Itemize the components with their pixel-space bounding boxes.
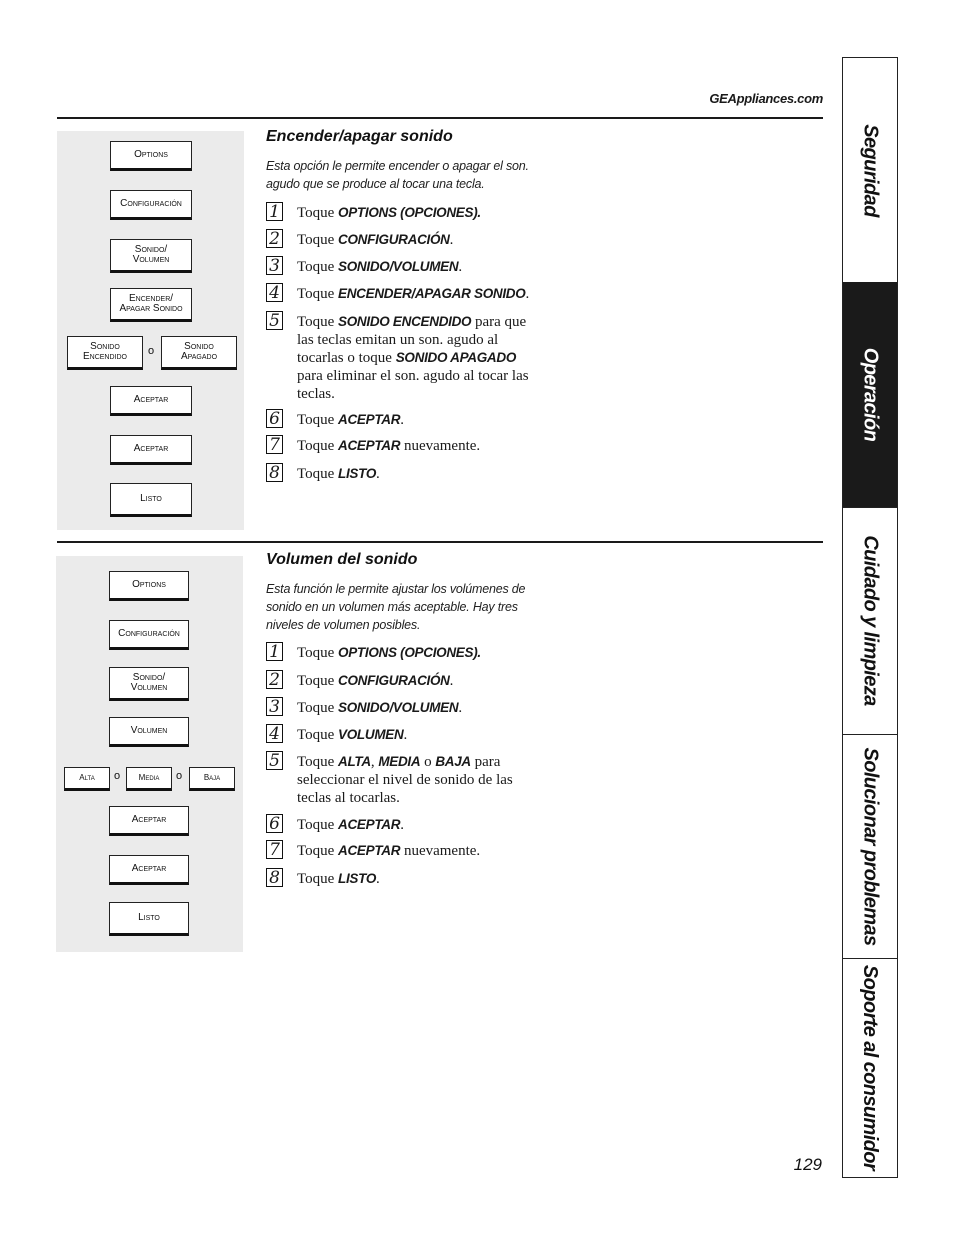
step-text: Toque ALTA, MEDIA o BAJA para seleccionar el nivel de sonido de las teclas al tocarlas. — [297, 754, 513, 806]
or-label: o — [114, 770, 121, 782]
step-text: Toque LISTO. — [297, 871, 380, 887]
step-text: Toque SONIDO ENCENDIDO para que las teclas emitan un son. agudo al tocarlas o toque SONIDO APAGADO para eliminar el son. agudo al tocar las teclas. — [297, 314, 529, 402]
step-text: Toque ACEPTAR nuevamente. — [297, 438, 481, 454]
accept-key: Aceptar — [110, 435, 192, 465]
step-text: Toque SONIDO/VOLUMEN. — [297, 700, 463, 716]
control-panel-diagram — [57, 131, 244, 530]
site-url: GEAppliances.com — [709, 91, 823, 106]
step-number: 6 — [266, 409, 283, 428]
or-label: o — [148, 345, 155, 357]
tab-cuidado-y-limpieza[interactable]: Cuidado y limpieza — [843, 507, 897, 735]
step-text: Toque ACEPTAR nuevamente. — [297, 843, 481, 859]
step-number: 7 — [266, 435, 283, 454]
done-key: Listo — [110, 483, 192, 517]
sound-volume-key: Sonido/ Volumen — [109, 667, 189, 701]
low-key: Baja — [189, 767, 235, 791]
sound-toggle-key: Encender/ Apagar Sonido — [110, 288, 192, 322]
section-intro: Esta función le permite ajustar los volúmenes de sonido en un volumen más aceptable. Hay tres niveles de volumen posibles. — [266, 582, 526, 632]
step-text: Toque OPTIONS (OPCIONES). — [297, 645, 481, 661]
section-tabs — [842, 57, 898, 1178]
step-number: 1 — [266, 202, 283, 221]
page-number: 129 — [793, 1155, 822, 1174]
medium-key: Media — [126, 767, 172, 791]
step-number: 1 — [266, 642, 283, 661]
tab-solucionar-problemas[interactable]: Solucionar problemas — [843, 734, 897, 959]
step-number: 4 — [266, 283, 283, 302]
step-number: 7 — [266, 840, 283, 859]
section-divider — [57, 541, 823, 543]
configuration-key: Configuración — [110, 190, 192, 220]
options-key: Options — [109, 571, 189, 601]
step-number: 4 — [266, 724, 283, 743]
step-text: Toque ACEPTAR. — [297, 817, 404, 833]
step-text: Toque OPTIONS (OPCIONES). — [297, 205, 481, 221]
section-title: Volumen del sonido — [266, 551, 418, 568]
tab-operacion[interactable]: Operación — [843, 282, 897, 508]
accept-key: Aceptar — [109, 806, 189, 836]
section-title: Encender/apagar sonido — [266, 128, 453, 145]
sound-volume-key: Sonido/ Volumen — [110, 239, 192, 273]
control-panel-diagram — [56, 556, 243, 952]
step-text: Toque ACEPTAR. — [297, 412, 404, 428]
configuration-key: Configuración — [109, 620, 189, 650]
step-number: 8 — [266, 868, 283, 887]
done-key: Listo — [109, 902, 189, 936]
section-intro: Esta opción le permite encender o apagar el son. agudo que se produce al tocar una tecla. — [266, 159, 529, 191]
sound-off-key: Sonido Apagado — [161, 336, 237, 370]
step-text: Toque CONFIGURACIÓN. — [297, 232, 454, 248]
step-text: Toque LISTO. — [297, 466, 380, 482]
step-text: Toque ENCENDER/APAGAR SONIDO. — [297, 286, 530, 302]
step-number: 2 — [266, 670, 283, 689]
step-text: Toque VOLUMEN. — [297, 727, 408, 743]
top-rule — [57, 117, 823, 119]
step-text: Toque CONFIGURACIÓN. — [297, 673, 454, 689]
step-text: Toque SONIDO/VOLUMEN. — [297, 259, 463, 275]
step-number: 6 — [266, 814, 283, 833]
or-label: o — [176, 770, 183, 782]
sound-on-key: Sonido Encendido — [67, 336, 143, 370]
high-key: Alta — [64, 767, 110, 791]
step-number: 8 — [266, 463, 283, 482]
step-number: 3 — [266, 256, 283, 275]
accept-key: Aceptar — [109, 855, 189, 885]
step-number: 5 — [266, 311, 283, 330]
tab-soporte-al-consumidor[interactable]: Soporte al consumidor — [859, 964, 882, 1171]
accept-key: Aceptar — [110, 386, 192, 416]
tab-seguridad[interactable]: Seguridad — [843, 58, 897, 283]
options-key: Options — [110, 141, 192, 171]
volume-key: Volumen — [109, 717, 189, 747]
step-number: 3 — [266, 697, 283, 716]
step-number: 2 — [266, 229, 283, 248]
step-number: 5 — [266, 751, 283, 770]
